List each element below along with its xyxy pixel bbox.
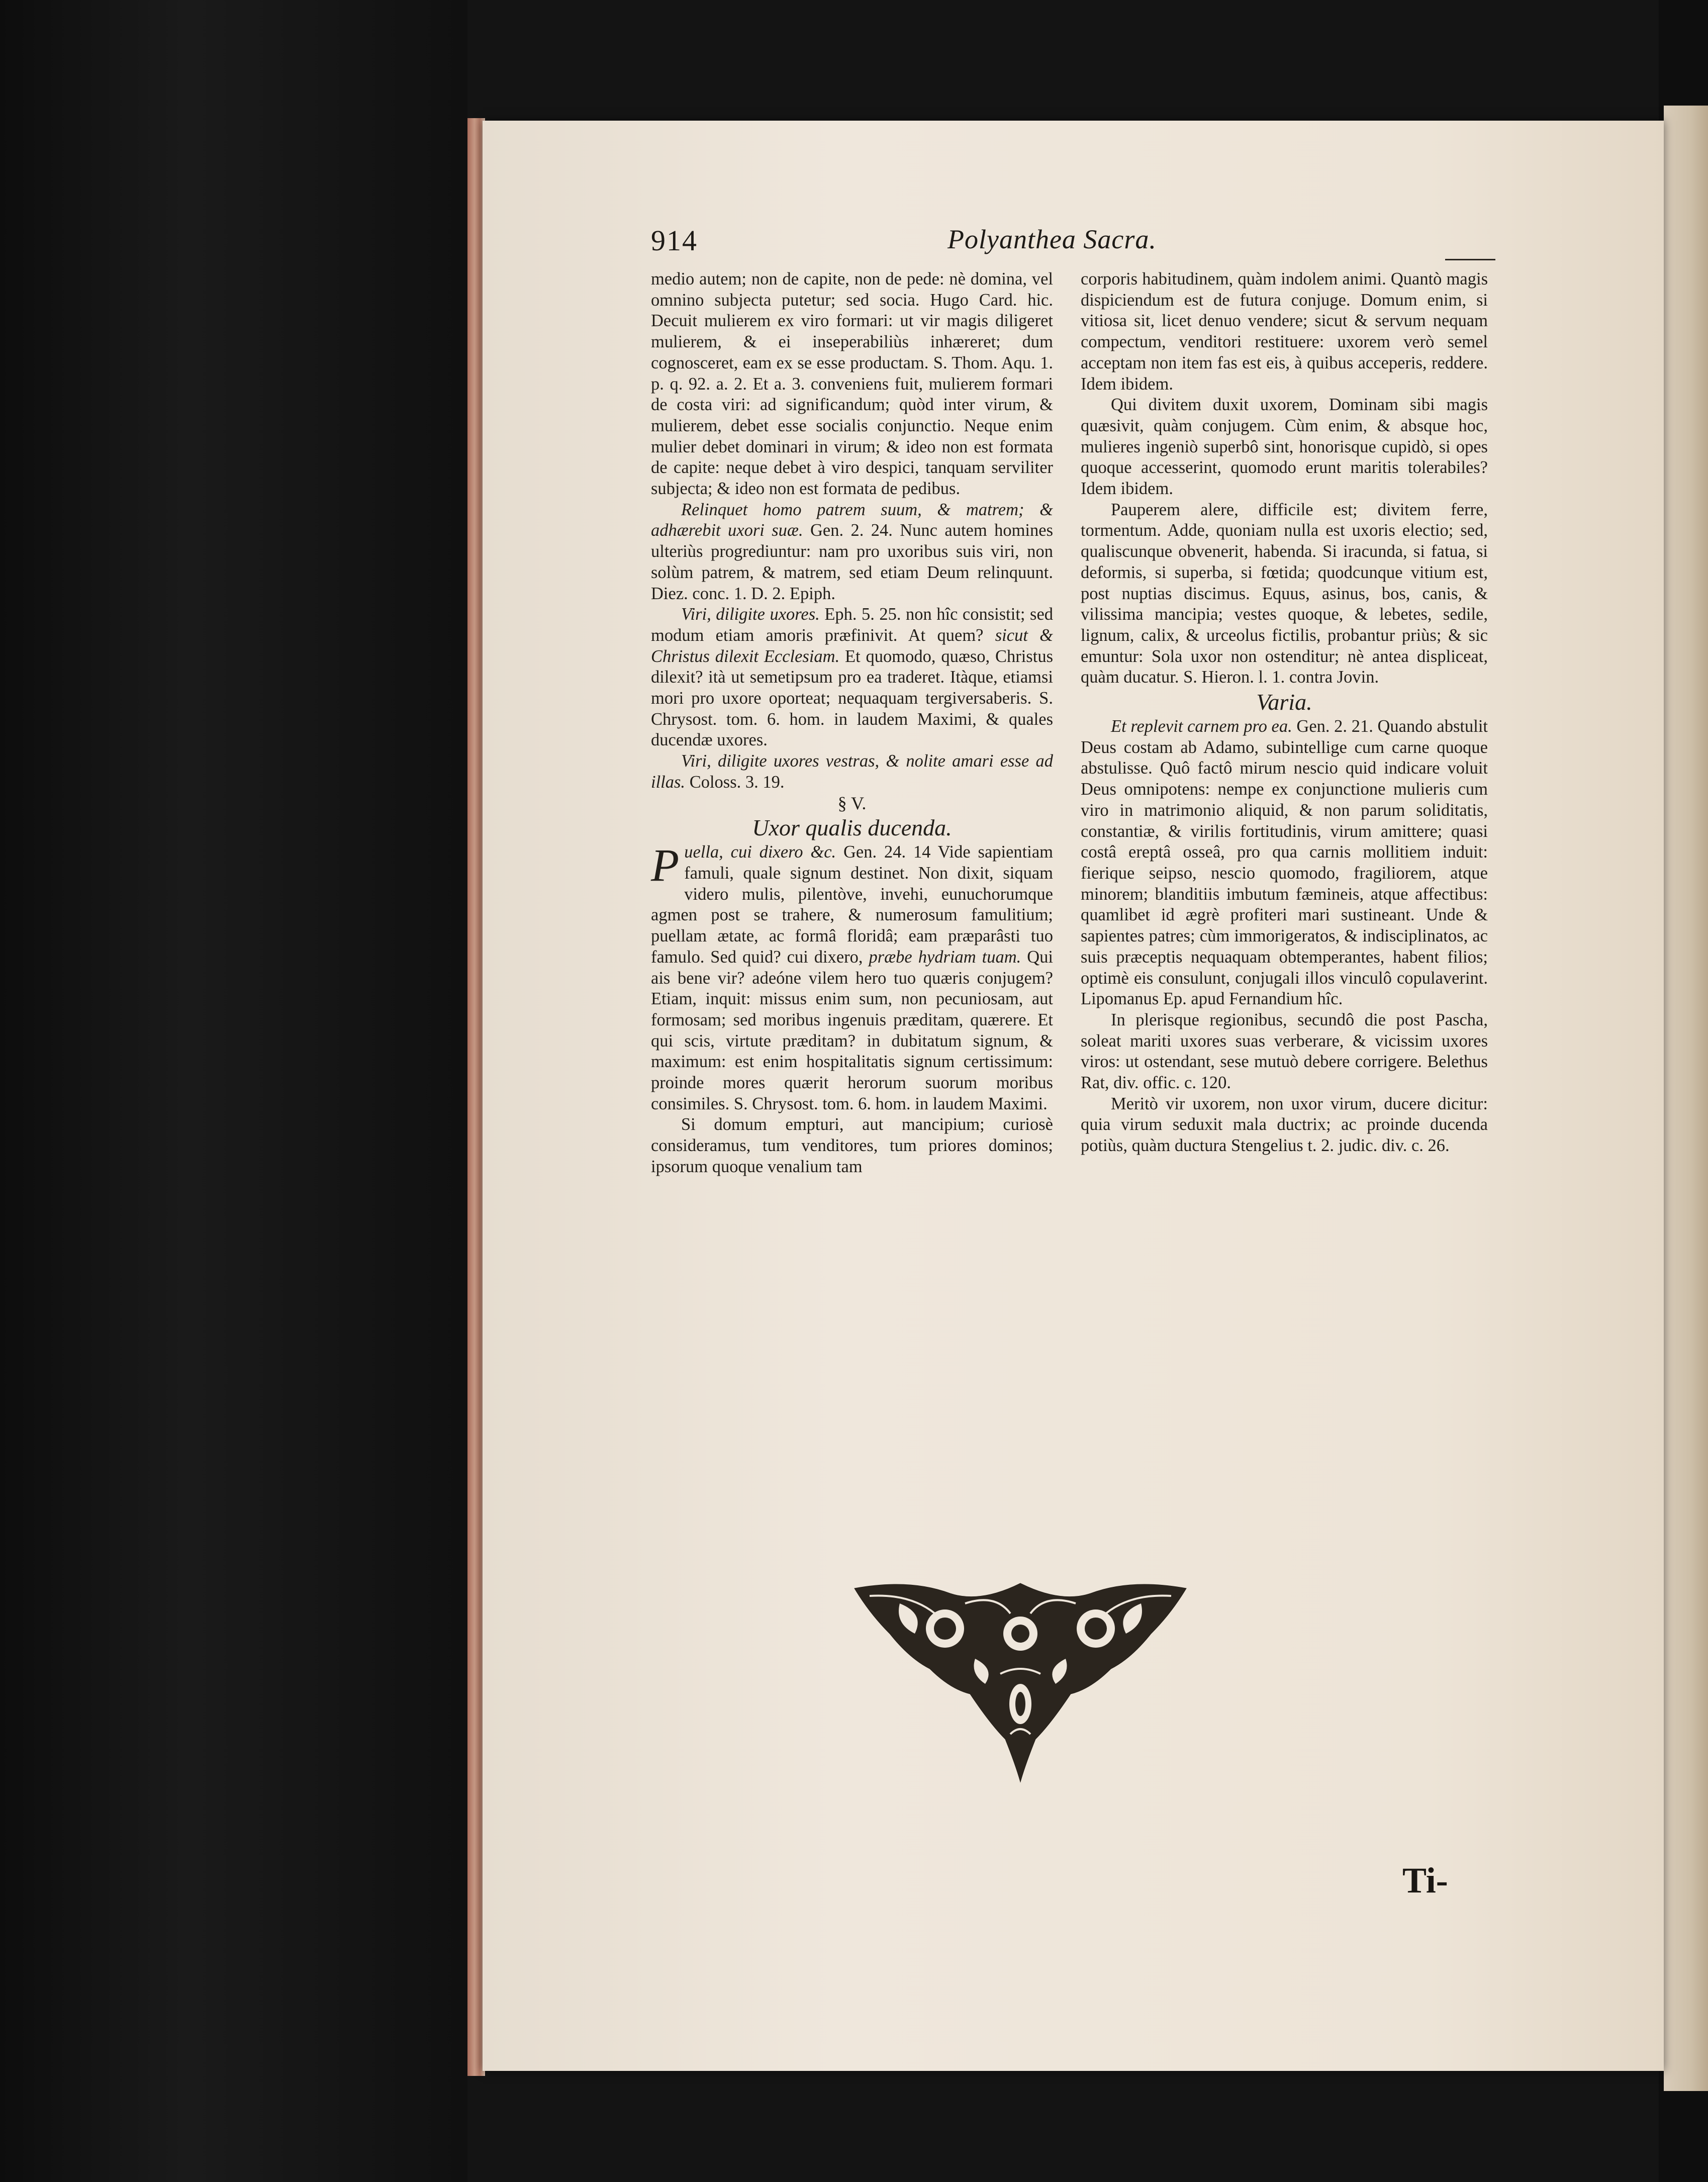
section-mark: § V. [837,793,867,813]
paragraph-text: Eph. 5. 25. non hîc consistit; sed modum etiam amoris præfinivit. At quem? [651,605,1054,645]
running-title: Polyanthea Sacra. [947,224,1157,254]
paragraph: Pauperem alere, difficile est; divitem ferre, tormentum. Adde, quoniam nulla est uxoris electio; sed, qualiscunque obvenerit, habenda. Si iracunda, si fatua, si deformis, si superba, si fœtida; quodcunque vitium est, post nuptias discimus. Equus, asinus, bos, canis, & vilissima mancipia; vestes quoque, & lebetes, sedile, lignum, calix, & urceolus fictilis, probantur priùs; & sic emuntur: Sola uxor non ostenditur; nè antea displiceat, quàm ducatur. S. Hieron. l. 1. contra Jovin. [1081,500,1488,687]
paragraph [651,751,1053,793]
paragraph-text: Gen. 2. 24. Nunc autem homines ulteriùs progrediuntur: nam pro uxoribus suis viri, non solùm patrem, & matrem, sed etiam Deum relinquunt. Diez. conc. 1. D. 2. Epiph. [651,521,1053,603]
scripture-quote: uella, cui dixero &c. [684,842,836,862]
scripture-quote: sicut & Christus dilexit Ecclesiam. [651,625,1053,666]
paragraph: medio autem; non de capite, non de pede: nè domina, vel omnino subjecta putetur; sed socia. Hugo Card. hic. Decuit mulierem ex viro formari: ut vir magis diligeret mulierem, & ei inseperabiliùs inhæreret; dum cognosceret, eam ex se esse productam. S. Thom. Aqu. 1. p. q. 92. a. 2. Et a. 3. conveniens fuit, mulierem formari de costa viri: ad significandum; quòd inter virum, & mulierem, debet esse socialis conjunctio. Neque enim mulier debet dominari in virum; & ideo non est formata de capite: neque debet à viro despici, tanquam serviliter subjecta; & ideo non est formata de pedibus. [651,269,1053,499]
dark-backdrop [0,0,467,2182]
page-header [651,224,1495,259]
floral-tailpiece-ornament [849,1573,1191,1784]
left-column [651,269,1053,1178]
scripture-quote: Viri, diligite uxores. [681,605,820,624]
paragraph-text: Coloss. 3. 19. [685,772,785,792]
paragraph: In plerisque regionibus, secundô die post Pascha, soleat mariti uxores suas verberare, & vicissim uxores viros: ut ostendant, sese mutuò debere corrigere. Belethus Rat, div. offic. c. 120. [1081,1010,1488,1093]
paragraph [651,500,1053,605]
paragraph [651,604,1053,751]
right-column [1081,269,1488,1157]
paragraph [651,839,1053,1114]
paragraph-text: Qui ais bene vir? adeóne vilem hero tuo quæris conjugem? Etiam, inquit: missus enim sum, non pecuniosam, aut formosam; sed moribus ingenuis præditam, quærere. Et qui scis, virtute præditam? in dubitatum signum, & maximum: est enim hospitalitatis signum certissimum: proinde mores quærit herorum suorum moribus consimiles. S. Chrysost. tom. 6. hom. in laudem Maximi. [651,947,1053,1113]
scripture-quote: Relinquet homo patrem suum, & matrem; & adhærebit uxori suæ. [651,500,1053,540]
page-number: 914 [651,224,698,257]
paragraph: Si domum empturi, aut mancipium; curiosè consideramus, tum venditores, tum priores dominos; ipsorum quoque venalium tam [651,1115,1053,1176]
section-heading: Varia. [1256,689,1312,715]
paragraph [1081,716,1488,1010]
catchword: Ti- [1402,1860,1448,1901]
paragraph-text: Et quomodo, quæso, Christus dilexit? ità ut semetipsum pro ea traderet. Itàque, etiamsi mori pro uxore oporteat; nequaquam tergiversaberis. S. Chrysost. tom. 6. hom. in laudem Maximi, & quales ducendæ uxores. [651,646,1053,750]
opposite-page-edge [1664,106,1708,2091]
scripture-quote: Viri, diligite uxores vestras, & nolite amari esse ad illas. [651,751,1053,792]
paragraph: corporis habitudinem, quàm indolem animi. Quantò magis dispiciendum est de futura conjuge. Domum enim, si vitiosa sit, licet denuo vendere; sicut & servum nequam compectum, venditori restituere: uxorem verò semel acceptam non item fas est eis, à quibus acceperis, reddere. Idem ibidem. [1081,269,1488,394]
paragraph: Qui divitem duxit uxorem, Dominam sibi magis quæsivit, quàm conjugem. Cùm enim, & absque hoc, mulieres ingeniò superbô sint, honorisque cupidò, si opes quoque accesserint, quomodo erunt maritis tolerabiles? Idem ibidem. [1081,395,1488,499]
paragraph-text: Gen. 24. 14 Vide sapientiam famuli, quale signum destinet. Non dixit, siquam videro mulis, pilentòve, invehi, eunuchorumque agmen post se trahere, & numerosum famulitium; puellam ætate, ac formâ floridâ; eam præparâsti tuo famulo. Sed quid? cui dixero, [651,842,1053,967]
paragraph-text: Gen. 2. 21. Quando abstulit Deus costam ab Adamo, subintellige cum carne quoque abstulisse. Quô factô mirum nescio quid indicare voluit Deus omnipotens: nempe ex conjunctione mulieris cum viro in matrimonio aliquid, & non parum soliditatis, constantiæ, & virilis fortitudinis, virum amittere; quasi costâ ereptâ osseâ, pro qua carnis mollitiem induit: fierique seipso, nescio quomodo, fragiliorem, atque minorem; blanditiis imbutum fæmineis, atque affectibus: quamlibet id ægrè profiteri mari sustineant. Unde & sapientes patres; cùm immorigeratos, & indisciplinatos, ac suis præceptis nequaquam obtemperantes, habent filios; optimè eis consulunt, conjugali illos vinculô copulaverint. Lipomanus Ep. apud Fernandium hîc. [1081,717,1488,1009]
scripture-quote: Et replevit carnem pro ea. [1111,717,1292,736]
scripture-quote: præbe hydriam tuam. [869,947,1021,967]
drop-capital: P [651,839,680,891]
header-rule [1445,259,1495,260]
section-heading: Uxor qualis ducenda. [752,815,952,841]
paragraph: Meritò vir uxorem, non uxor virum, ducere dicitur: quia virum seduxit mala ductrix; ac proinde ducenda potiùs, quàm ductura Stengelius t. 2. judic. div. c. 26. [1081,1094,1488,1156]
